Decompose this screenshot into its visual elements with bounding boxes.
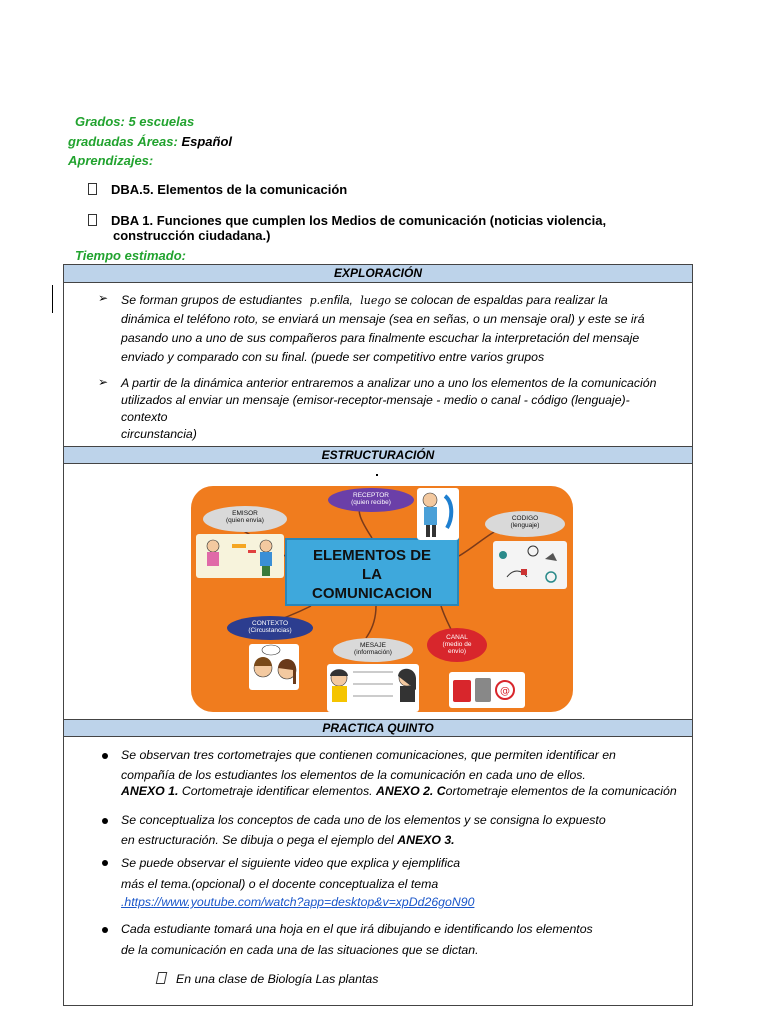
checkbox-icon xyxy=(156,972,168,984)
contexto-illustration xyxy=(249,644,299,690)
checkbox-icon xyxy=(88,183,97,195)
canal-oval: CANAL (medio de envío) xyxy=(427,628,487,662)
arrow-bullet-icon: ➢ xyxy=(98,291,109,305)
areas-line xyxy=(68,134,232,149)
symbols-icon xyxy=(493,541,567,589)
emisor-illustration xyxy=(196,534,284,578)
people-icon xyxy=(196,534,284,578)
dba-item-2: DBA 1. Funciones que cumplen los Medios de comunicación (noticias violencia, construcción ciudadana.) xyxy=(88,213,606,243)
receptor-illustration xyxy=(417,488,459,540)
practica-subitem: En una clase de Biología Las plantas xyxy=(157,970,378,989)
dialogue-icon xyxy=(327,664,419,712)
receptor-oval: RECEPTOR (quien recibe) xyxy=(328,488,414,512)
practica-item-1: Se observan tres cortometrajes que contienen comunicaciones, que permiten identificar en compañía de los estudiantes los elementos de la comunicación en cada uno de ellos. ANEXO 1. Cortometraje identificar elementos. ANEXO 2. Cortometraje elementos de la comunicación xyxy=(121,748,677,798)
codigo-oval: CODIGO (lenguaje) xyxy=(485,511,565,537)
phone-person-icon xyxy=(417,488,459,540)
contexto-oval: CONTEXTO (Circustancias) xyxy=(227,616,313,640)
estructuracion-header: ESTRUCTURACIÓN xyxy=(64,446,692,464)
mind-map-image xyxy=(191,486,573,712)
tiempo-label: Tiempo estimado: xyxy=(75,248,187,263)
canal-illustration xyxy=(449,672,525,708)
bullet-dot-icon xyxy=(102,860,108,866)
arrow-bullet-icon: ➢ xyxy=(98,375,109,389)
dba-item-1: DBA.5. Elementos de la comunicación xyxy=(88,182,347,197)
aprendizajes-label: Aprendizajes: xyxy=(68,153,154,168)
mesaje-illustration xyxy=(327,664,419,712)
practica-item-3: Se puede observar el siguiente video que explica y ejemplifica más el tema.(opcional) o el docente conceptualiza el tema .https://www.youtube.com/watch?app=desktop&v=xpDd26goN90 xyxy=(121,856,475,909)
codigo-illustration xyxy=(493,541,567,589)
svg-text:@: @ xyxy=(500,686,510,697)
practica-item-2: Se conceptualiza los conceptos de cada uno de los elementos y se consigna lo expuesto en estructuración. Se dibuja o pega el ejemplo del ANEXO 3. xyxy=(121,813,606,847)
grados-text: Grados: 5 escuelas xyxy=(75,114,195,129)
dot-mark xyxy=(376,474,378,476)
areas-label: graduadas Áreas: xyxy=(68,134,178,149)
mesaje-oval: MESAJE (información) xyxy=(333,638,413,662)
areas-value: Español xyxy=(181,134,233,149)
bullet-dot-icon xyxy=(102,753,108,759)
text-cursor xyxy=(52,285,53,313)
mindmap-center: ELEMENTOS DE LA COMUNICACION xyxy=(285,538,459,606)
video-link[interactable]: .https://www.youtube.com/watch?app=desktop&v=xpDd26goN90 xyxy=(121,895,475,909)
bullet-dot-icon xyxy=(102,927,108,933)
exploracion-header: EXPLORACIÓN xyxy=(64,265,692,283)
practica-item-4: Cada estudiante tomará una hoja en el que irá dibujando e identificando los elementos de la comunicación en cada una de las situaciones que se dictan. xyxy=(121,922,593,957)
checkbox-icon xyxy=(88,214,97,226)
two-faces-icon xyxy=(249,644,299,690)
devices-icon xyxy=(449,672,525,708)
exploracion-item-1: Se forman grupos de estudiantes p.enfila, luego se colocan de espaldas para realizar la dinámica el teléfono roto, se enviará un mensaje (sea en señas, o un mensaje oral) y este se irá pasando uno a uno de sus compañeros para finalmente escuchar la interpretación del mensaje enviado y comparado con su final. (puede ser competitivo entre varios grupos xyxy=(121,293,645,364)
bullet-dot-icon xyxy=(102,818,108,824)
emisor-oval: EMISOR (quien envía) xyxy=(203,506,287,532)
exploracion-item-2: A partir de la dinámica anterior entraremos a analizar uno a uno los elementos de la comunicación utilizados al enviar un mensaje (emisor-receptor-mensaje - medio o canal - código (lenguaje)- contexto circunstancia) xyxy=(121,376,657,441)
practica-header: PRACTICA QUINTO xyxy=(64,719,692,737)
